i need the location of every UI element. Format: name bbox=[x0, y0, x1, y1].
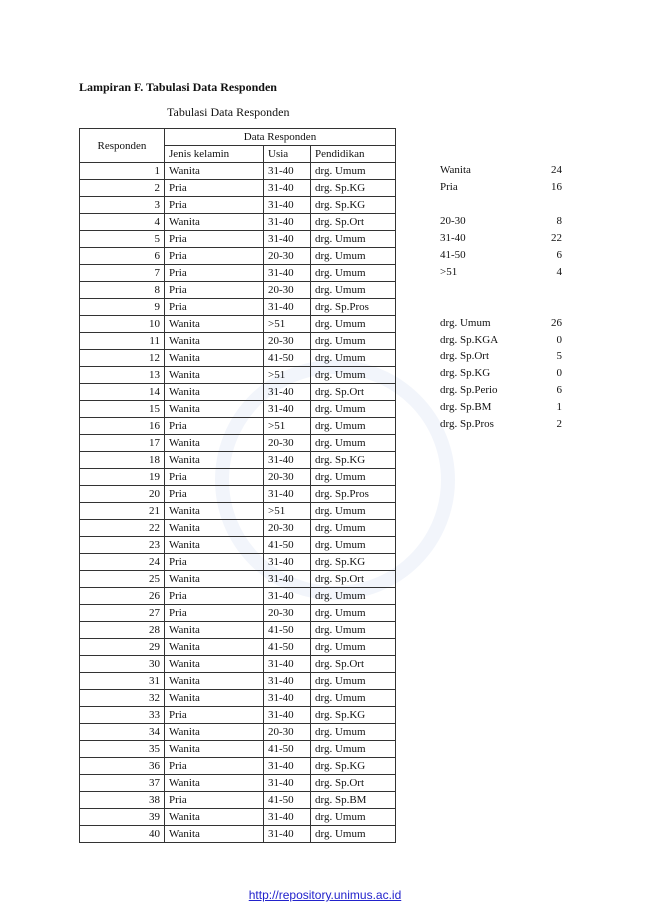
responden-number: 26 bbox=[80, 588, 165, 605]
table-row bbox=[80, 197, 396, 214]
usia-cell: 31-40 bbox=[264, 452, 311, 469]
jenis-kelamin-cell: Wanita bbox=[165, 214, 264, 231]
table-row bbox=[80, 231, 396, 248]
responden-number: 1 bbox=[80, 163, 165, 180]
summary-value: 6 bbox=[556, 384, 562, 397]
jenis-kelamin-cell: Pria bbox=[165, 299, 264, 316]
summary-item bbox=[440, 162, 562, 178]
jenis-kelamin-cell: Pria bbox=[165, 554, 264, 571]
responden-number: 4 bbox=[80, 214, 165, 231]
usia-cell: >51 bbox=[264, 316, 311, 333]
pendidikan-cell: drg. Umum bbox=[311, 826, 396, 843]
jenis-kelamin-cell: Pria bbox=[165, 418, 264, 435]
table-row bbox=[80, 639, 396, 656]
summary-label: 31-40 bbox=[440, 231, 466, 244]
jenis-kelamin-cell: Wanita bbox=[165, 826, 264, 843]
footer bbox=[0, 888, 650, 902]
responden-number: 13 bbox=[80, 367, 165, 384]
jenis-kelamin-cell: Wanita bbox=[165, 741, 264, 758]
jenis-kelamin-cell: Wanita bbox=[165, 367, 264, 384]
pendidikan-cell: drg. Sp.KG bbox=[311, 180, 396, 197]
table-row bbox=[80, 435, 396, 452]
usia-cell: 20-30 bbox=[264, 248, 311, 265]
table-row bbox=[80, 401, 396, 418]
jenis-kelamin-cell: Wanita bbox=[165, 775, 264, 792]
table-row bbox=[80, 707, 396, 724]
usia-cell: 41-50 bbox=[264, 622, 311, 639]
summary-item bbox=[440, 179, 562, 195]
summary-item bbox=[440, 213, 562, 229]
usia-cell: 31-40 bbox=[264, 571, 311, 588]
usia-cell: 41-50 bbox=[264, 741, 311, 758]
pendidikan-cell: drg. Sp.BM bbox=[311, 792, 396, 809]
usia-cell: >51 bbox=[264, 503, 311, 520]
table-row bbox=[80, 333, 396, 350]
summary-item bbox=[440, 365, 562, 381]
jenis-kelamin-cell: Wanita bbox=[165, 622, 264, 639]
jenis-kelamin-cell: Pria bbox=[165, 486, 264, 503]
summary-value: 26 bbox=[551, 316, 562, 329]
responden-number: 36 bbox=[80, 758, 165, 775]
summary-value: 22 bbox=[551, 231, 562, 244]
table-row bbox=[80, 367, 396, 384]
table-row bbox=[80, 826, 396, 843]
responden-number: 18 bbox=[80, 452, 165, 469]
jenis-kelamin-cell: Wanita bbox=[165, 537, 264, 554]
jenis-kelamin-cell: Wanita bbox=[165, 316, 264, 333]
jenis-kelamin-cell: Wanita bbox=[165, 503, 264, 520]
usia-cell: 31-40 bbox=[264, 758, 311, 775]
jenis-kelamin-cell: Wanita bbox=[165, 401, 264, 418]
responden-number: 24 bbox=[80, 554, 165, 571]
table-row bbox=[80, 792, 396, 809]
jenis-kelamin-cell: Wanita bbox=[165, 639, 264, 656]
usia-cell: 31-40 bbox=[264, 180, 311, 197]
summary-value: 24 bbox=[551, 164, 562, 176]
summary-item bbox=[440, 230, 562, 246]
responden-number: 10 bbox=[80, 316, 165, 333]
summary-label: drg. Sp.Ort bbox=[440, 350, 489, 363]
pendidikan-cell: drg. Umum bbox=[311, 690, 396, 707]
table-row bbox=[80, 622, 396, 639]
repository-link[interactable]: http://repository.unimus.ac.id bbox=[248, 888, 402, 902]
usia-cell: 31-40 bbox=[264, 690, 311, 707]
usia-cell: 31-40 bbox=[264, 673, 311, 690]
jenis-kelamin-cell: Wanita bbox=[165, 333, 264, 350]
jenis-kelamin-cell: Wanita bbox=[165, 350, 264, 367]
usia-cell: 31-40 bbox=[264, 486, 311, 503]
table-row bbox=[80, 690, 396, 707]
jenis-kelamin-cell: Wanita bbox=[165, 809, 264, 826]
table-row bbox=[80, 605, 396, 622]
pendidikan-cell: drg. Sp.KG bbox=[311, 452, 396, 469]
jenis-kelamin-cell: Wanita bbox=[165, 673, 264, 690]
page-heading: Lampiran F. Tabulasi Data Responden bbox=[79, 80, 277, 94]
pendidikan-cell: drg. Sp.Pros bbox=[311, 486, 396, 503]
table-row bbox=[80, 248, 396, 265]
usia-cell: 31-40 bbox=[264, 231, 311, 248]
jenis-kelamin-cell: Wanita bbox=[165, 452, 264, 469]
pendidikan-cell: drg. Umum bbox=[311, 265, 396, 282]
jenis-kelamin-cell: Pria bbox=[165, 792, 264, 809]
summary-value: 1 bbox=[556, 401, 562, 414]
summary-label: Wanita bbox=[440, 164, 471, 176]
summary-label: >51 bbox=[440, 265, 458, 278]
responden-number: 30 bbox=[80, 656, 165, 673]
header-usia: Usia bbox=[264, 146, 311, 163]
summary-item bbox=[440, 332, 562, 348]
usia-cell: 31-40 bbox=[264, 809, 311, 826]
pendidikan-cell: drg. Sp.KG bbox=[311, 707, 396, 724]
responden-number: 38 bbox=[80, 792, 165, 809]
header-jenis-kelamin: Jenis kelamin bbox=[165, 146, 264, 163]
usia-cell: 31-40 bbox=[264, 826, 311, 843]
summary-value: 0 bbox=[556, 367, 562, 380]
summary-item bbox=[440, 247, 562, 263]
table-row bbox=[80, 809, 396, 826]
pendidikan-cell: drg. Sp.Pros bbox=[311, 299, 396, 316]
pendidikan-cell: drg. Umum bbox=[311, 231, 396, 248]
pendidikan-cell: drg. Umum bbox=[311, 435, 396, 452]
responden-number: 17 bbox=[80, 435, 165, 452]
pendidikan-cell: drg. Umum bbox=[311, 163, 396, 180]
responden-number: 7 bbox=[80, 265, 165, 282]
summary-label: drg. Sp.BM bbox=[440, 401, 492, 414]
pendidikan-cell: drg. Umum bbox=[311, 316, 396, 333]
jenis-kelamin-cell: Wanita bbox=[165, 520, 264, 537]
pendidikan-cell: drg. Umum bbox=[311, 248, 396, 265]
usia-cell: 20-30 bbox=[264, 333, 311, 350]
pendidikan-cell: drg. Umum bbox=[311, 639, 396, 656]
jenis-kelamin-cell: Pria bbox=[165, 248, 264, 265]
pendidikan-cell: drg. Umum bbox=[311, 605, 396, 622]
responden-number: 28 bbox=[80, 622, 165, 639]
jenis-kelamin-cell: Pria bbox=[165, 282, 264, 299]
table-row bbox=[80, 503, 396, 520]
usia-cell: 31-40 bbox=[264, 401, 311, 418]
pendidikan-cell: drg. Sp.Ort bbox=[311, 656, 396, 673]
pendidikan-cell: drg. Sp.KG bbox=[311, 554, 396, 571]
pendidikan-cell: drg. Umum bbox=[311, 503, 396, 520]
pendidikan-cell: drg. Umum bbox=[311, 809, 396, 826]
responden-number: 8 bbox=[80, 282, 165, 299]
table-row bbox=[80, 214, 396, 231]
summary-item bbox=[440, 348, 562, 364]
jenis-kelamin-cell: Wanita bbox=[165, 724, 264, 741]
table-row bbox=[80, 452, 396, 469]
responden-number: 39 bbox=[80, 809, 165, 826]
jenis-kelamin-cell: Wanita bbox=[165, 656, 264, 673]
table-row bbox=[80, 384, 396, 401]
jenis-kelamin-cell: Pria bbox=[165, 265, 264, 282]
pendidikan-cell: drg. Sp.KG bbox=[311, 758, 396, 775]
pendidikan-cell: drg. Sp.Ort bbox=[311, 214, 396, 231]
responden-number: 34 bbox=[80, 724, 165, 741]
table-row bbox=[80, 418, 396, 435]
responden-number: 9 bbox=[80, 299, 165, 316]
jenis-kelamin-cell: Wanita bbox=[165, 690, 264, 707]
summary-item bbox=[440, 399, 562, 415]
jenis-kelamin-cell: Wanita bbox=[165, 435, 264, 452]
table-row bbox=[80, 486, 396, 503]
usia-cell: 41-50 bbox=[264, 350, 311, 367]
pendidikan-cell: drg. Umum bbox=[311, 622, 396, 639]
usia-cell: 20-30 bbox=[264, 435, 311, 452]
usia-cell: 20-30 bbox=[264, 520, 311, 537]
responden-number: 5 bbox=[80, 231, 165, 248]
table-row bbox=[80, 469, 396, 486]
header-responden: Responden bbox=[80, 129, 165, 163]
table-row bbox=[80, 350, 396, 367]
responden-number: 27 bbox=[80, 605, 165, 622]
pendidikan-cell: drg. Sp.KG bbox=[311, 197, 396, 214]
summary-value: 16 bbox=[551, 180, 562, 193]
usia-cell: 31-40 bbox=[264, 299, 311, 316]
jenis-kelamin-cell: Pria bbox=[165, 605, 264, 622]
summary-label: 41-50 bbox=[440, 248, 466, 261]
usia-cell: 31-40 bbox=[264, 588, 311, 605]
summary-label: drg. Sp.KG bbox=[440, 367, 491, 380]
responden-number: 40 bbox=[80, 826, 165, 843]
summary-label: Pria bbox=[440, 180, 458, 193]
summary-item bbox=[440, 315, 562, 331]
usia-cell: 31-40 bbox=[264, 163, 311, 180]
pendidikan-cell: drg. Umum bbox=[311, 724, 396, 741]
table-row bbox=[80, 520, 396, 537]
summary-item bbox=[440, 264, 562, 280]
table-row bbox=[80, 741, 396, 758]
responden-number: 21 bbox=[80, 503, 165, 520]
responden-number: 29 bbox=[80, 639, 165, 656]
summary-value: 8 bbox=[556, 214, 562, 227]
responden-number: 2 bbox=[80, 180, 165, 197]
summary-label: drg. Sp.Perio bbox=[440, 384, 498, 397]
table-row bbox=[80, 537, 396, 554]
summary-value: 6 bbox=[556, 248, 562, 261]
header-pendidikan: Pendidikan bbox=[311, 146, 396, 163]
table-row bbox=[80, 775, 396, 792]
pendidikan-cell: drg. Umum bbox=[311, 418, 396, 435]
responden-number: 3 bbox=[80, 197, 165, 214]
responden-number: 19 bbox=[80, 469, 165, 486]
header-data-responden: Data Responden bbox=[165, 129, 396, 146]
summary-value: 4 bbox=[556, 265, 562, 278]
responden-number: 37 bbox=[80, 775, 165, 792]
usia-cell: 31-40 bbox=[264, 214, 311, 231]
table-row bbox=[80, 724, 396, 741]
jenis-kelamin-cell: Pria bbox=[165, 231, 264, 248]
pendidikan-cell: drg. Umum bbox=[311, 588, 396, 605]
jenis-kelamin-cell: Pria bbox=[165, 469, 264, 486]
jenis-kelamin-cell: Wanita bbox=[165, 384, 264, 401]
responden-number: 35 bbox=[80, 741, 165, 758]
table-row bbox=[80, 282, 396, 299]
responden-number: 12 bbox=[80, 350, 165, 367]
pendidikan-cell: drg. Umum bbox=[311, 520, 396, 537]
usia-cell: 31-40 bbox=[264, 775, 311, 792]
pendidikan-cell: drg. Umum bbox=[311, 333, 396, 350]
jenis-kelamin-cell: Pria bbox=[165, 197, 264, 214]
usia-cell: 31-40 bbox=[264, 265, 311, 282]
summary-label: 20-30 bbox=[440, 214, 466, 227]
pendidikan-cell: drg. Sp.Ort bbox=[311, 775, 396, 792]
table-row bbox=[80, 758, 396, 775]
table-header-row bbox=[80, 129, 396, 146]
table-row bbox=[80, 163, 396, 180]
summary-item bbox=[440, 416, 562, 432]
jenis-kelamin-cell: Pria bbox=[165, 180, 264, 197]
responden-number: 23 bbox=[80, 537, 165, 554]
respondent-table bbox=[79, 128, 396, 843]
pendidikan-cell: drg. Umum bbox=[311, 673, 396, 690]
table-row bbox=[80, 656, 396, 673]
summary-value: 0 bbox=[556, 333, 562, 346]
responden-number: 32 bbox=[80, 690, 165, 707]
usia-cell: >51 bbox=[264, 367, 311, 384]
pendidikan-cell: drg. Umum bbox=[311, 469, 396, 486]
table-caption: Tabulasi Data Responden bbox=[167, 105, 290, 119]
jenis-kelamin-cell: Pria bbox=[165, 588, 264, 605]
responden-number: 6 bbox=[80, 248, 165, 265]
table-row bbox=[80, 316, 396, 333]
usia-cell: 31-40 bbox=[264, 707, 311, 724]
usia-cell: 41-50 bbox=[264, 537, 311, 554]
pendidikan-cell: drg. Umum bbox=[311, 367, 396, 384]
responden-number: 20 bbox=[80, 486, 165, 503]
jenis-kelamin-cell: Pria bbox=[165, 758, 264, 775]
usia-cell: 41-50 bbox=[264, 639, 311, 656]
table-row bbox=[80, 673, 396, 690]
responden-number: 15 bbox=[80, 401, 165, 418]
responden-number: 31 bbox=[80, 673, 165, 690]
usia-cell: >51 bbox=[264, 418, 311, 435]
responden-number: 22 bbox=[80, 520, 165, 537]
usia-cell: 20-30 bbox=[264, 282, 311, 299]
jenis-kelamin-cell: Wanita bbox=[165, 571, 264, 588]
summary-label: drg. Umum bbox=[440, 316, 491, 329]
table-row bbox=[80, 265, 396, 282]
table-row bbox=[80, 571, 396, 588]
responden-number: 33 bbox=[80, 707, 165, 724]
responden-number: 11 bbox=[80, 333, 165, 350]
table-row bbox=[80, 588, 396, 605]
usia-cell: 31-40 bbox=[264, 554, 311, 571]
usia-cell: 41-50 bbox=[264, 792, 311, 809]
summary-label: drg. Sp.KGA bbox=[440, 333, 499, 346]
pendidikan-cell: drg. Umum bbox=[311, 741, 396, 758]
pendidikan-cell: drg. Umum bbox=[311, 537, 396, 554]
pendidikan-cell: drg. Sp.Ort bbox=[311, 571, 396, 588]
pendidikan-cell: drg. Umum bbox=[311, 350, 396, 367]
responden-number: 25 bbox=[80, 571, 165, 588]
pendidikan-cell: drg. Sp.Ort bbox=[311, 384, 396, 401]
usia-cell: 31-40 bbox=[264, 197, 311, 214]
summary-label: drg. Sp.Pros bbox=[440, 418, 494, 431]
pendidikan-cell: drg. Umum bbox=[311, 282, 396, 299]
responden-number: 16 bbox=[80, 418, 165, 435]
usia-cell: 20-30 bbox=[264, 724, 311, 741]
usia-cell: 31-40 bbox=[264, 384, 311, 401]
pendidikan-cell: drg. Umum bbox=[311, 401, 396, 418]
summary-item bbox=[440, 382, 562, 398]
summary-value: 2 bbox=[556, 418, 562, 431]
usia-cell: 20-30 bbox=[264, 605, 311, 622]
usia-cell: 31-40 bbox=[264, 656, 311, 673]
usia-cell: 20-30 bbox=[264, 469, 311, 486]
jenis-kelamin-cell: Wanita bbox=[165, 163, 264, 180]
table-row bbox=[80, 299, 396, 316]
table-row bbox=[80, 180, 396, 197]
jenis-kelamin-cell: Pria bbox=[165, 707, 264, 724]
summary-value: 5 bbox=[556, 350, 562, 363]
responden-number: 14 bbox=[80, 384, 165, 401]
table-row bbox=[80, 554, 396, 571]
